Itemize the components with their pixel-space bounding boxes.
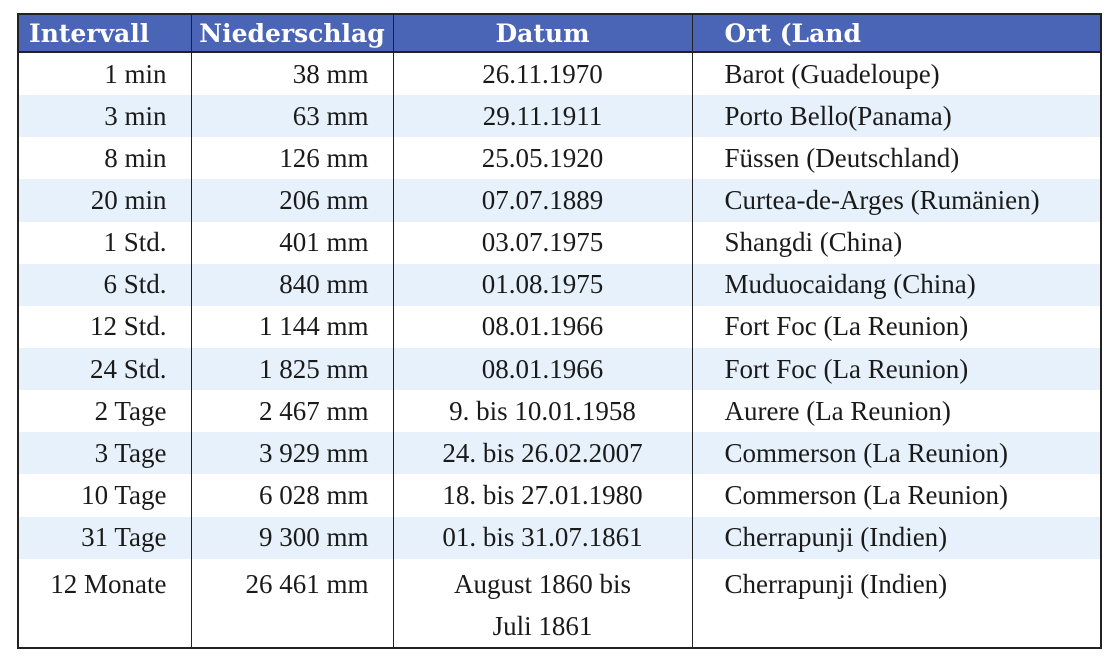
- cell-niederschlag: 2 467 mm: [191, 390, 393, 432]
- cell-intervall: 6 Std.: [19, 264, 191, 306]
- cell-niederschlag: 63 mm: [191, 95, 393, 137]
- cell-datum: 26.11.1970: [393, 52, 692, 95]
- table-row: [19, 306, 1100, 348]
- header-ort: Ort (Land: [692, 15, 1100, 52]
- cell-ort: Füssen (Deutschland): [692, 137, 1100, 179]
- cell-datum: [393, 559, 692, 647]
- header-row: [19, 15, 1100, 52]
- cell-niederschlag: 38 mm: [191, 52, 393, 95]
- table-row: [19, 390, 1100, 432]
- cell-ort: Shangdi (China): [692, 222, 1100, 264]
- cell-intervall: 8 min: [19, 137, 191, 179]
- table-row: [19, 348, 1100, 390]
- cell-datum: 08.01.1966: [393, 348, 692, 390]
- table-row: [19, 517, 1100, 559]
- cell-datum: 25.05.1920: [393, 137, 692, 179]
- table-row: [19, 137, 1100, 179]
- table-row-last: [19, 559, 1100, 647]
- cell-intervall: 12 Std.: [19, 306, 191, 348]
- cell-ort: Fort Foc (La Reunion): [692, 348, 1100, 390]
- cell-ort: Porto Bello(Panama): [692, 95, 1100, 137]
- cell-intervall: 3 min: [19, 95, 191, 137]
- cell-niederschlag: 206 mm: [191, 179, 393, 221]
- precipitation-records-table-frame: [17, 13, 1102, 649]
- cell-niederschlag: 1 825 mm: [191, 348, 393, 390]
- cell-intervall: 12 Monate: [19, 559, 191, 647]
- cell-datum: 03.07.1975: [393, 222, 692, 264]
- precipitation-records-table: [19, 15, 1100, 647]
- cell-datum: 08.01.1966: [393, 306, 692, 348]
- table-row: [19, 95, 1100, 137]
- cell-intervall: 20 min: [19, 179, 191, 221]
- table-row: [19, 264, 1100, 306]
- cell-intervall: 3 Tage: [19, 432, 191, 474]
- cell-intervall: 2 Tage: [19, 390, 191, 432]
- table-row: [19, 52, 1100, 95]
- cell-intervall: 31 Tage: [19, 517, 191, 559]
- cell-ort: Cherrapunji (Indien): [692, 559, 1100, 647]
- table-row: [19, 474, 1100, 516]
- header-intervall: Intervall: [19, 15, 191, 52]
- cell-datum: 07.07.1889: [393, 179, 692, 221]
- cell-ort: Fort Foc (La Reunion): [692, 306, 1100, 348]
- cell-datum: 01. bis 31.07.1861: [393, 517, 692, 559]
- cell-niederschlag: 26 461 mm: [191, 559, 393, 647]
- cell-niederschlag: 6 028 mm: [191, 474, 393, 516]
- table-body: [19, 52, 1100, 647]
- cell-niederschlag: 126 mm: [191, 137, 393, 179]
- cell-datum: 9. bis 10.01.1958: [393, 390, 692, 432]
- cell-datum: 24. bis 26.02.2007: [393, 432, 692, 474]
- cell-ort: Commerson (La Reunion): [692, 432, 1100, 474]
- header-niederschlag: Niederschlag: [191, 15, 393, 52]
- cell-datum: 29.11.1911: [393, 95, 692, 137]
- cell-intervall: 1 min: [19, 52, 191, 95]
- cell-niederschlag: 1 144 mm: [191, 306, 393, 348]
- cell-niederschlag: 9 300 mm: [191, 517, 393, 559]
- cell-datum: 01.08.1975: [393, 264, 692, 306]
- cell-datum: 18. bis 27.01.1980: [393, 474, 692, 516]
- cell-datum-line1: August 1860 bis: [453, 568, 632, 599]
- header-datum: Datum: [393, 15, 692, 52]
- cell-intervall: 24 Std.: [19, 348, 191, 390]
- cell-niederschlag: 401 mm: [191, 222, 393, 264]
- cell-niederschlag: 840 mm: [191, 264, 393, 306]
- cell-ort: Commerson (La Reunion): [692, 474, 1100, 516]
- table-row: [19, 222, 1100, 264]
- table-row: [19, 179, 1100, 221]
- cell-niederschlag: 3 929 mm: [191, 432, 393, 474]
- cell-ort: Cherrapunji (Indien): [692, 517, 1100, 559]
- table-row: [19, 432, 1100, 474]
- cell-ort: Curtea-de-Arges (Rumänien): [692, 179, 1100, 221]
- cell-ort: Barot (Guadeloupe): [692, 52, 1100, 95]
- cell-ort: Aurere (La Reunion): [692, 390, 1100, 432]
- cell-ort: Muduocaidang (China): [692, 264, 1100, 306]
- table-header: [19, 15, 1100, 52]
- cell-intervall: 1 Std.: [19, 222, 191, 264]
- cell-intervall: 10 Tage: [19, 474, 191, 516]
- cell-datum-line2: Juli 1861: [492, 610, 593, 641]
